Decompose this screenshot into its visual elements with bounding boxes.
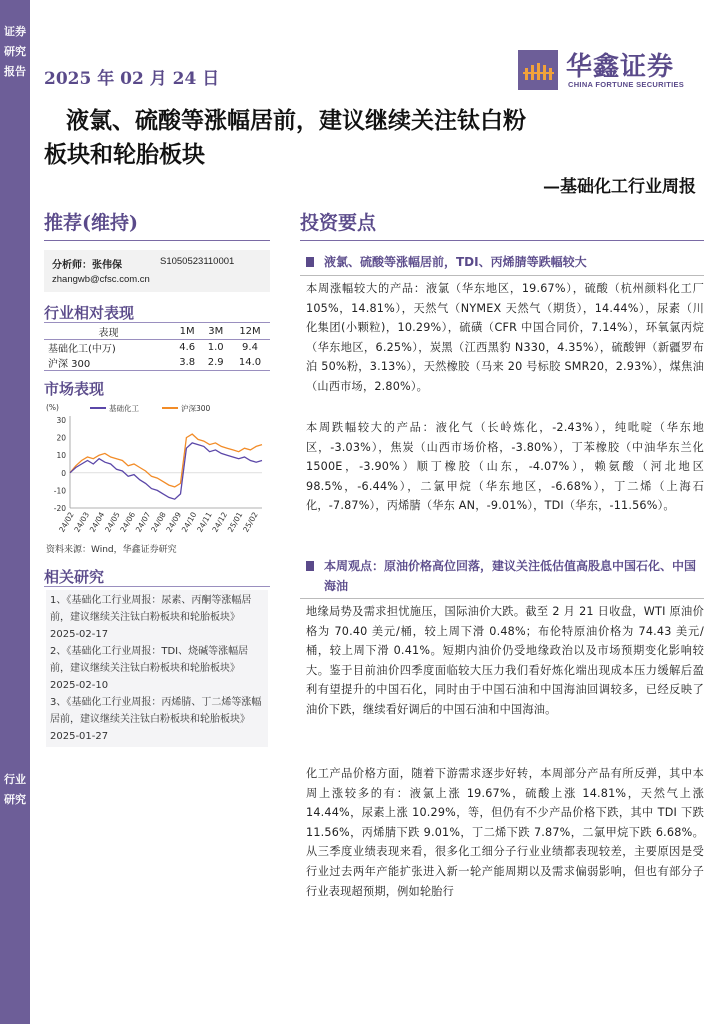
x-tick-label: 24/06	[118, 510, 138, 534]
x-tick-label: 24/10	[179, 510, 199, 534]
logo-chinese-name: 华鑫证券	[566, 52, 675, 82]
block1-heading	[300, 252, 704, 272]
block2-heading	[300, 556, 704, 596]
block2-paragraph1: 地缘局势及需求担忧施压，国际油价大跌。截至 2 月 21 日收盘，WTI 原油价格为 70.40 美元/桶，较上周下滑 0.48%；布伦特原油价格为 74.43 美元/桶，较上周下滑 0.41%。短期内油价仍受地缘政治以及市场预期变化影响较大。鉴于目前油价四季度面临较大压力我们看好炼化端出现成本压力缓解后盈利有望提升的中国石化，同时由于中国石油和中国海油回调较多，已经反映了油价下跌，继续看好调后的中国石油和中国海油。	[306, 605, 704, 716]
logo-english-name: CHINA FORTUNE SECURITIES	[568, 80, 685, 89]
perf-header: 表现	[44, 324, 173, 340]
block1-rule	[300, 275, 704, 276]
analyst-cert: S1050523110001	[160, 256, 235, 267]
y-tick-label: -20	[53, 504, 66, 513]
block2-rule	[300, 598, 704, 599]
analyst-name: 分析师：张伟保	[52, 260, 122, 271]
legend-label: 沪深300	[181, 404, 211, 413]
bullet-square-icon	[306, 257, 314, 267]
rating-divider	[44, 240, 270, 241]
bullet-square-icon	[306, 561, 314, 571]
performance-table	[44, 324, 270, 371]
sidebar-top-label: 证券研究报告	[4, 25, 26, 78]
performance-rule	[44, 322, 270, 323]
y-tick-label: -10	[53, 486, 66, 496]
y-tick-label: 10	[56, 451, 66, 461]
rating-heading: 推荐(维持)	[44, 212, 138, 234]
sidebar-bottom-label: 行业研究	[4, 773, 26, 806]
analyst-line	[52, 256, 235, 271]
x-tick-label: 24/09	[164, 510, 184, 534]
perf-header: 1M	[173, 324, 202, 340]
y-tick-label: 20	[56, 433, 66, 443]
x-tick-label: 24/08	[149, 510, 168, 534]
left-sidebar	[0, 0, 30, 1024]
report-title-line1: 液氯、硫酸等涨幅居前，建议继续关注钛白粉	[66, 107, 526, 134]
related-list	[46, 590, 268, 747]
block1-paragraph2: 本周跌幅较大的产品：液化气（长岭炼化，-2.43%），纯吡啶（华东地区，-3.03%），焦炭（山西市场价格，-3.80%），丁苯橡胶（中油华东兰化 1500E，-3.90%）顺丁橡胶（山东，-4.07%），赖氨酸（河北地区 98.5%，-6.44%），二氯甲烷（华东地区，-6.68%），丁二烯（上海石化，-7.87%），丙烯腈（华东 AN，-9.01%），TDI（华东，-11.56%）。	[306, 421, 704, 513]
x-tick-label: 24/05	[103, 510, 122, 534]
list-item[interactable]: 3、《基础化工行业周报：丙烯腈、丁二烯等涨幅居前，建议继续关注钛白粉板块和轮胎板块》2025-01-27	[50, 697, 262, 742]
x-tick-label: 24/04	[87, 510, 107, 534]
x-tick-label: 25/01	[225, 510, 245, 534]
chart-source: 资料来源：Wind，华鑫证券研究	[46, 545, 177, 555]
x-tick-label: 25/02	[241, 510, 260, 534]
block2-title: 本周观点：原油价格高位回落，建议关注低估值高股息中国石化、中国海油	[324, 559, 697, 593]
analyst-email[interactable]: zhangwb@cfsc.com.cn	[52, 274, 150, 285]
perf-cell: 14.0	[230, 355, 270, 371]
perf-cell: 1.0	[207, 342, 224, 353]
perf-cell: 4.6	[179, 342, 196, 353]
y-tick-label: 0	[61, 468, 66, 478]
x-tick-label: 24/02	[57, 510, 76, 534]
block2-paragraph2: 化工产品价格方面，随着下游需求逐步好转，本周部分产品有所反弹，其中本周上涨较多的有：液氯上涨 19.67%，硫酸上涨 14.81%，天然气上涨 14.44%，尿素上涨 10.29%，等，但仍有不少产品价格下跌，其中 TDI 下跌 11.56%，丙烯腈下跌 9.01%，丁二烯下跌 7.87%，二氯甲烷下跌 6.68%。从三季度业绩表现来看，很多化工细分子行业业绩都表现较差，主要原因是受行业过去两年产能扩张进入新一轮产能周期以及需求偏弱影响，但也有部分子行业表现超预期，例如轮胎行	[306, 767, 704, 898]
series-line	[70, 434, 262, 487]
report-title	[44, 104, 684, 172]
x-tick-label: 24/12	[210, 510, 230, 534]
logo-mark-icon	[518, 50, 558, 90]
perf-cell: 基础化工(中万)	[48, 344, 116, 355]
list-item[interactable]: 1、《基础化工行业周报：尿素、丙酮等涨幅居前，建议继续关注钛白粉板块和轮胎板块》2025-02-17	[50, 595, 252, 640]
market-title: 市场表现	[44, 380, 105, 398]
report-subtitle: —基础化工行业周报	[543, 177, 696, 197]
series-line	[70, 443, 262, 499]
investment-heading: 投资要点	[300, 212, 377, 234]
block1-title: 液氯、硫酸等涨幅居前，TDI、丙烯腈等跌幅较大	[324, 255, 587, 269]
perf-cell: 9.4	[242, 342, 258, 353]
x-tick-label: 24/07	[133, 510, 153, 534]
y-tick-label: 30	[56, 416, 66, 425]
perf-cell: 2.9	[201, 355, 230, 371]
perf-header: 12M	[230, 324, 270, 340]
table-row	[44, 355, 270, 371]
perf-cell: 沪深 300	[44, 355, 173, 371]
perf-header: 3M	[201, 324, 230, 340]
table-row	[44, 340, 270, 356]
related-rule	[44, 586, 270, 587]
company-logo	[518, 44, 708, 96]
list-item[interactable]: 2、《基础化工行业周报：TDI、烧碱等涨幅居前，建议继续关注钛白粉板块和轮胎板块》2025-02-10	[50, 646, 249, 691]
x-tick-label: 24/03	[72, 510, 92, 534]
analyst-box	[44, 250, 270, 292]
performance-title: 行业相对表现	[44, 304, 135, 322]
block1-paragraph1: 本周涨幅较大的产品：液氯（华东地区，19.67%），硫酸（杭州颜料化工厂 105%，14.81%），天然气（NYMEX 天然气（期货），14.44%），尿素（川化集团(小颗粒)，10.29%），硫磺（CFR 中国合同价，7.14%），环氧氯丙烷（华东地区，6.25%），炭黑（江西黑豹 N330，4.35%），硫酸钾（新疆罗布泊 50%粉，3.13%），天然橡胶（马来 20 号标胶 SMR20，2.93%），煤焦油（山西市场，2.80%）。	[306, 282, 704, 393]
legend-label: 基础化工	[109, 404, 139, 413]
y-unit-label: (%)	[46, 403, 59, 412]
perf-cell: 3.8	[173, 355, 202, 371]
report-title-line2: 板块和轮胎板块	[44, 141, 205, 168]
performance-header-row	[44, 324, 270, 340]
investment-divider	[300, 240, 704, 241]
market-chart	[44, 398, 270, 548]
market-chart-svg	[44, 398, 270, 548]
x-tick-label: 24/11	[195, 510, 214, 534]
related-title: 相关研究	[44, 568, 105, 586]
report-date: 2025 年 02 月 24 日	[44, 69, 220, 89]
